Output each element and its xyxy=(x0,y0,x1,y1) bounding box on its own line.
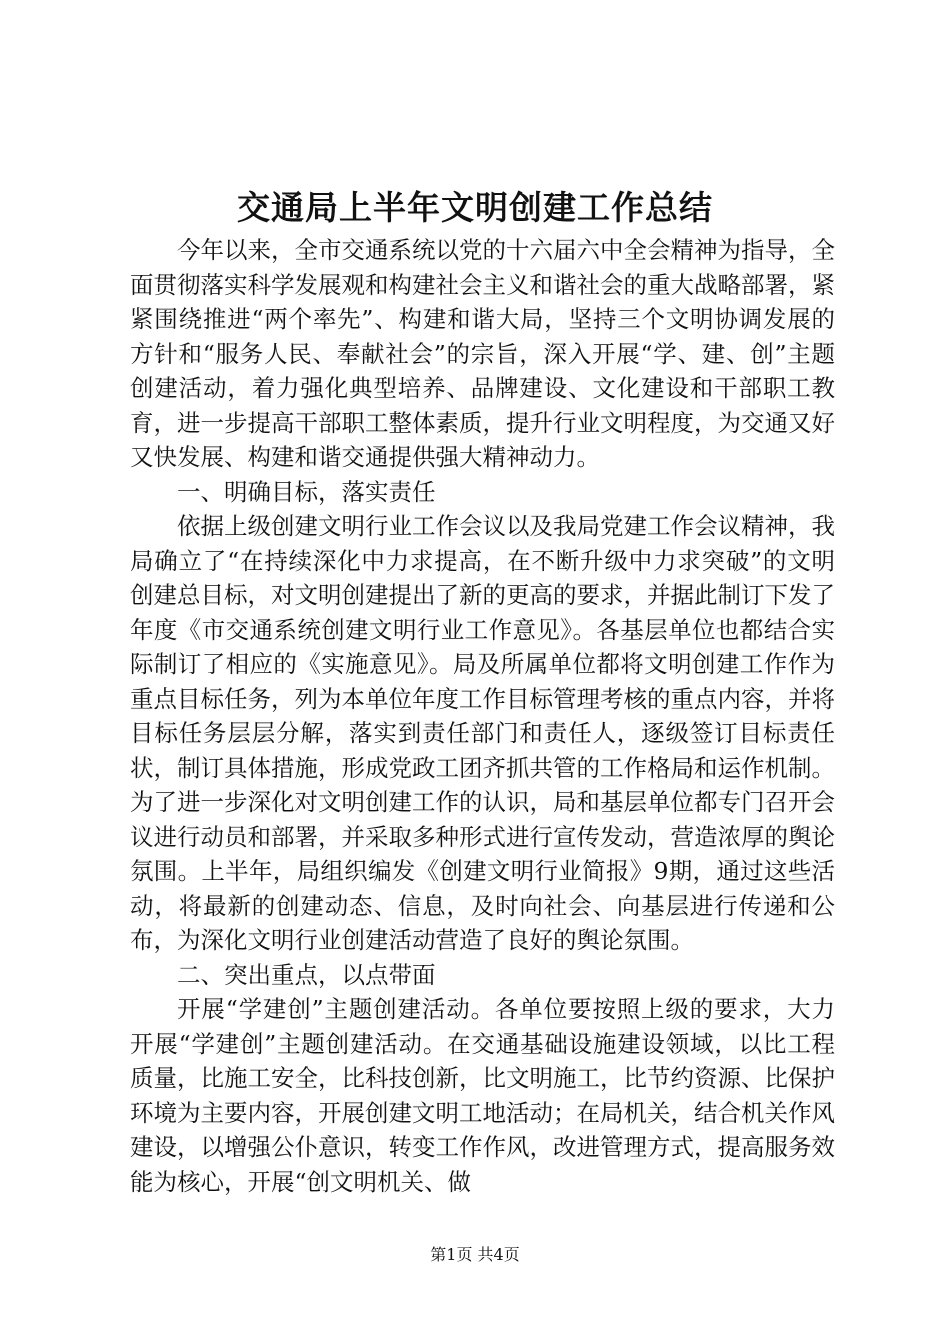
document-body xyxy=(130,233,835,1199)
section-heading-1: 一、明确目标，落实责任 xyxy=(177,477,436,506)
paragraph-section-1: 依据上级创建文明行业工作会议以及我局党建工作会议精神，我局确立了“在持续深化中力求提高，在不断升级中力求突破”的文明创建总目标，对文明创建提出了新的更高的要求，并据此制订下发了年度《市交通系统创建文明行业工作意见》。各基层单位也都结合实际制订了相应的《实施意见》。局及所属单位都将文明创建工作作为重点目标任务，列为本单位年度工作目标管理考核的重点内容，并将目标任务层层分解，落实到责任部门和责任人，逐级签订目标责任状，制订具体措施，形成党政工团齐抓共管的工作格局和运作机制。为了进一步深化对文明创建工作的认识，局和基层单位都专门召开会议进行动员和部署，并采取多种形式进行宣传发动，营造浓厚的舆论氛围。上半年，局组织编发《创建文明行业简报》9期，通过这些活动，将最新的创建动态、信息，及时向社会、向基层进行传递和公布，为深化文明行业创建活动营造了良好的舆论氛围。 xyxy=(130,512,835,954)
paragraph-section-2: 开展“学建创”主题创建活动。各单位要按照上级的要求，大力开展“学建创”主题创建活动。在交通基础设施建设领域，以比工程质量，比施工安全，比科技创新，比文明施工，比节约资源、比保护环境为主要内容，开展创建文明工地活动；在局机关，结合机关作风建设，以增强公仆意识，转变工作作风，改进管理方式，提高服务效能为核心，开展“创文明机关、做 xyxy=(130,995,835,1196)
section-heading-2: 二、突出重点，以点带面 xyxy=(177,960,436,989)
page-number-footer: 第1页 共4页 xyxy=(430,1245,520,1264)
document-title: 交通局上半年文明创建工作总结 xyxy=(237,188,713,227)
paragraph-intro: 今年以来，全市交通系统以党的十六届六中全会精神为指导，全面贯彻落实科学发展观和构建社会主义和谐社会的重大战略部署，紧紧围绕推进“两个率先”、构建和谐大局，坚持三个文明协调发展的方针和“服务人民、奉献社会”的宗旨，深入开展“学、建、创”主题创建活动，着力强化典型培养、品牌建设、文化建设和干部职工教育，进一步提高干部职工整体素质，提升行业文明程度，为交通又好又快发展、构建和谐交通提供强大精神动力。 xyxy=(130,236,835,471)
